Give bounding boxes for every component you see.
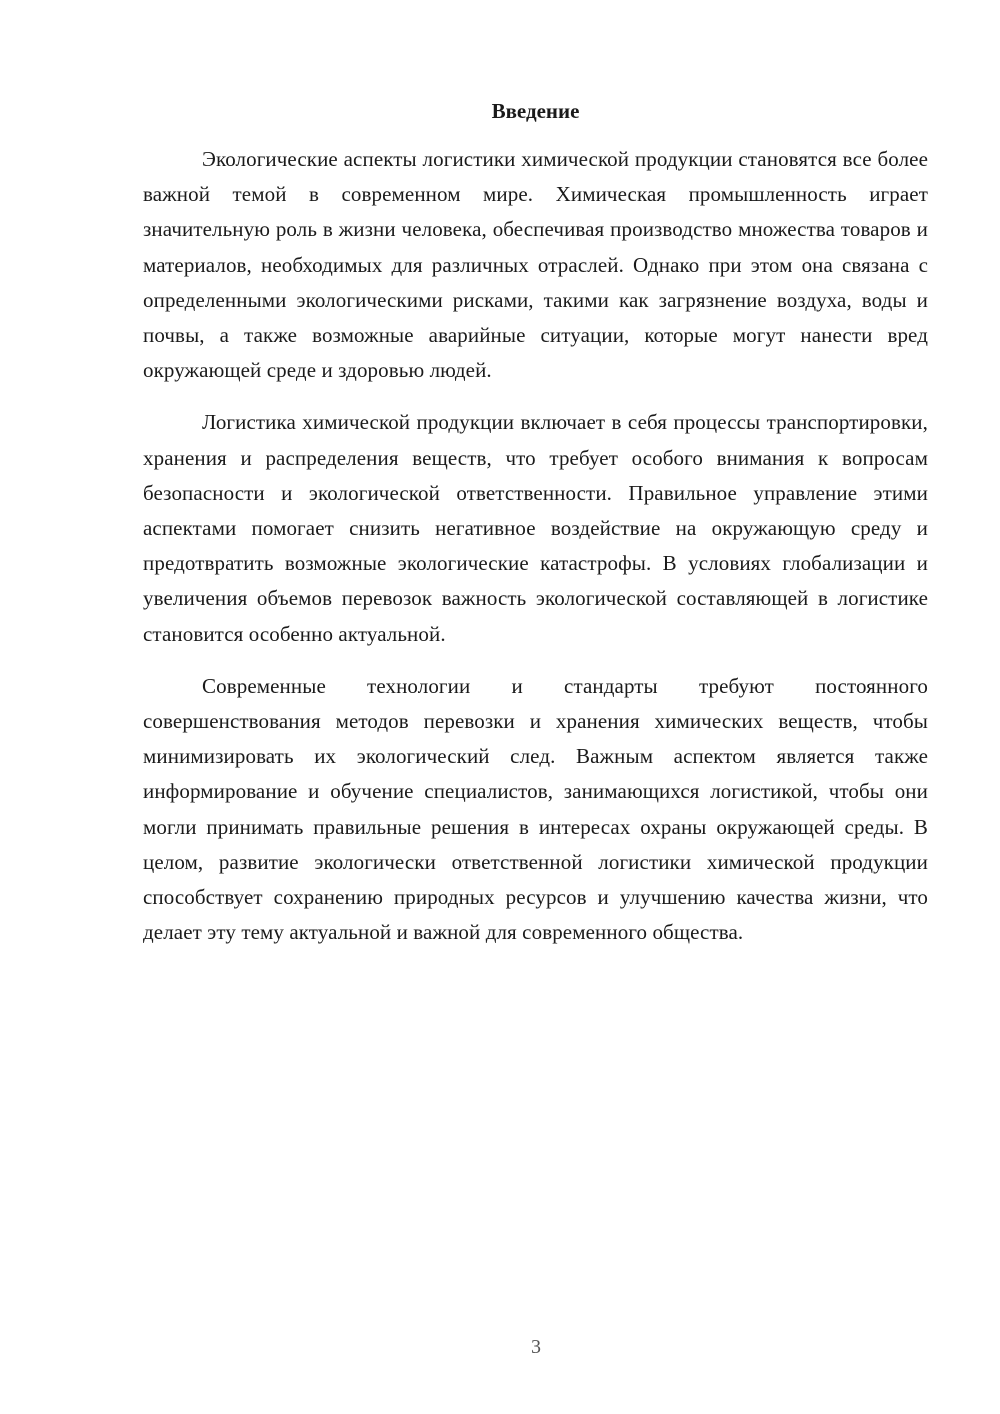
paragraph-2: Логистика химической продукции включает в себя процессы транспортировки, хранения и распределения веществ, что требует особого внимания к вопросам безопасности и экологической ответственности. Правильное управление этими аспектами помогает снизить негативное воздействие на окружающую среду и предотвратить возможные экологические катастрофы. В условиях глобализации и увеличения объемов перевозок важность экологической составляющей в логистике становится особенно актуальной. <box>143 410 928 646</box>
page-content <box>143 96 928 950</box>
section-heading: Введение <box>491 99 580 123</box>
paragraph-1: Экологические аспекты логистики химической продукции становятся все более важной темой в современном мире. Химическая промышленность играет значительную роль в жизни человека, обеспечивая производство множества товаров и материалов, необходимых для различных отраслей. Однако при этом она связана с определенными экологическими рисками, такими как загрязнение воздуха, воды и почвы, а также возможные аварийные ситуации, которые могут нанести вред окружающей среде и здоровью людей. <box>143 147 928 383</box>
page-number: 3 <box>531 1336 541 1358</box>
paragraph-3: Современные технологии и стандарты требуют постоянного совершенствования методов перевозки и хранения химических веществ, чтобы минимизировать их экологический след. Важным аспектом является также информирование и обучение специалистов, занимающихся логистикой, чтобы они могли принимать правильные решения в интересах охраны окружающей среды. В целом, развитие экологически ответственной логистики химической продукции способствует сохранению природных ресурсов и улучшению качества жизни, что делает эту тему актуальной и важной для современного общества. <box>143 673 928 945</box>
